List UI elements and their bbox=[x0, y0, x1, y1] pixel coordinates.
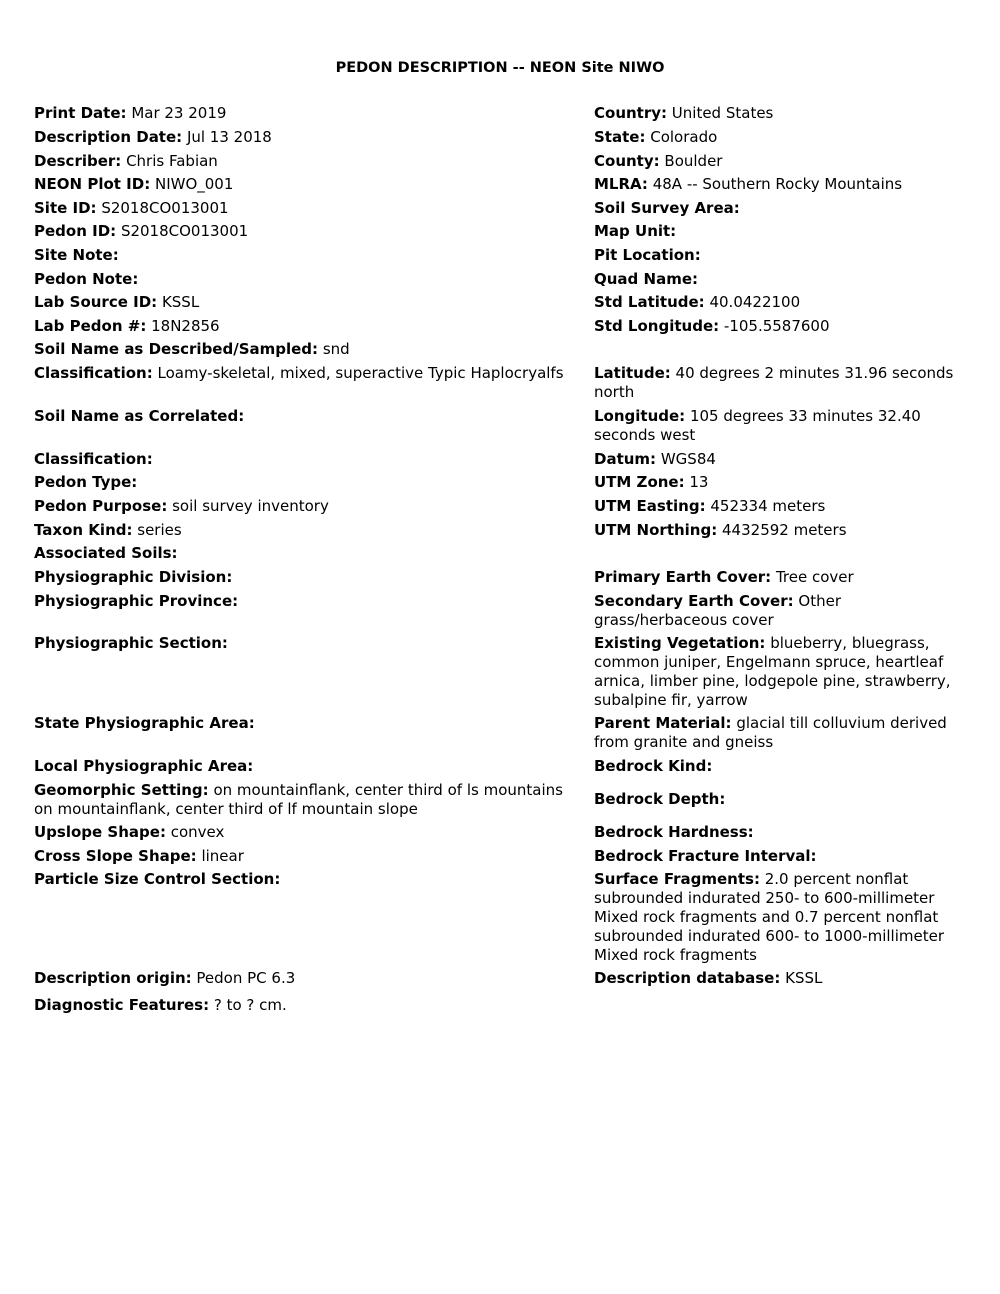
field-label: Classification: bbox=[34, 450, 153, 468]
field-value: snd bbox=[322, 340, 350, 358]
right-field-row bbox=[594, 969, 974, 988]
field-label: Description database: bbox=[594, 969, 781, 987]
field-value: Tree cover bbox=[775, 568, 854, 586]
field-value: glacial till colluvium derived from granite and gneiss bbox=[594, 714, 947, 751]
field-label: UTM Easting: bbox=[594, 497, 706, 515]
right-field-row bbox=[594, 714, 974, 752]
right-field-row bbox=[594, 364, 974, 402]
right-field-row bbox=[594, 473, 974, 492]
left-field-row bbox=[34, 407, 574, 426]
field-label: Physiographic Section: bbox=[34, 634, 228, 652]
right-field-row bbox=[594, 450, 974, 469]
field-value: Mar 23 2019 bbox=[131, 104, 227, 122]
left-field-row bbox=[34, 521, 574, 540]
field-value: 105 degrees 33 minutes 32.40 seconds west bbox=[594, 407, 921, 444]
field-label: Upslope Shape: bbox=[34, 823, 166, 841]
field-label: Quad Name: bbox=[594, 270, 698, 288]
field-label: Secondary Earth Cover: bbox=[594, 592, 794, 610]
field-label: UTM Zone: bbox=[594, 473, 685, 491]
right-field-row bbox=[594, 823, 974, 842]
field-label: Country: bbox=[594, 104, 668, 122]
field-value: Pedon PC 6.3 bbox=[196, 969, 296, 987]
field-label: Soil Name as Described/Sampled: bbox=[34, 340, 319, 358]
field-value: Loamy-skeletal, mixed, superactive Typic Haplocryalfs bbox=[157, 364, 564, 382]
right-field-row bbox=[594, 521, 974, 540]
field-label: Surface Fragments: bbox=[594, 870, 760, 888]
field-label: Description origin: bbox=[34, 969, 192, 987]
field-label: Site ID: bbox=[34, 199, 97, 217]
field-label: Bedrock Kind: bbox=[594, 757, 713, 775]
field-label: Classification: bbox=[34, 364, 153, 382]
left-field-row bbox=[34, 634, 574, 653]
right-field-row bbox=[594, 757, 974, 776]
field-label: Pedon ID: bbox=[34, 222, 117, 240]
right-field-row bbox=[594, 128, 974, 147]
left-field-row bbox=[34, 104, 574, 123]
field-value: 48A -- Southern Rocky Mountains bbox=[652, 175, 903, 193]
left-field-row bbox=[34, 714, 574, 733]
field-label: Print Date: bbox=[34, 104, 127, 122]
field-value: Chris Fabian bbox=[126, 152, 218, 170]
field-label: NEON Plot ID: bbox=[34, 175, 151, 193]
field-label: Pedon Note: bbox=[34, 270, 139, 288]
right-field-row bbox=[594, 317, 974, 336]
field-label: Taxon Kind: bbox=[34, 521, 133, 539]
field-label: Lab Source ID: bbox=[34, 293, 158, 311]
right-field-row bbox=[594, 199, 974, 218]
field-value: 4432592 meters bbox=[722, 521, 847, 539]
left-field-row bbox=[34, 246, 574, 265]
field-label: Pedon Type: bbox=[34, 473, 138, 491]
field-value: Boulder bbox=[664, 152, 723, 170]
field-label: Cross Slope Shape: bbox=[34, 847, 197, 865]
field-value: on mountainflank, center third of ls mountains on mountainflank, center third of lf mountain slope bbox=[34, 781, 563, 818]
left-field-row bbox=[34, 199, 574, 218]
right-field-row bbox=[594, 634, 974, 710]
field-value: 13 bbox=[689, 473, 709, 491]
left-field-row bbox=[34, 473, 574, 492]
field-label: Bedrock Fracture Interval: bbox=[594, 847, 817, 865]
left-field-row bbox=[34, 996, 574, 1015]
field-label: Soil Survey Area: bbox=[594, 199, 740, 217]
field-value: convex bbox=[170, 823, 225, 841]
left-field-row bbox=[34, 128, 574, 147]
left-field-row bbox=[34, 270, 574, 289]
field-label: Bedrock Hardness: bbox=[594, 823, 754, 841]
left-field-row bbox=[34, 568, 574, 587]
right-field-row bbox=[594, 246, 974, 265]
left-field-row bbox=[34, 969, 574, 988]
left-field-row bbox=[34, 450, 574, 469]
field-value: 40 degrees 2 minutes 31.96 seconds north bbox=[594, 364, 954, 401]
right-field-row bbox=[594, 152, 974, 171]
field-label: MLRA: bbox=[594, 175, 648, 193]
field-value: NIWO_001 bbox=[154, 175, 234, 193]
field-label: Local Physiographic Area: bbox=[34, 757, 254, 775]
field-label: Longitude: bbox=[594, 407, 686, 425]
left-field-row bbox=[34, 781, 574, 819]
field-label: Bedrock Depth: bbox=[594, 790, 726, 808]
field-value: United States bbox=[671, 104, 774, 122]
right-field-row bbox=[594, 870, 974, 965]
field-label: Particle Size Control Section: bbox=[34, 870, 281, 888]
field-value: ? to ? cm. bbox=[213, 996, 287, 1014]
left-field-row bbox=[34, 175, 574, 194]
right-field-row bbox=[594, 568, 974, 587]
left-field-row bbox=[34, 823, 574, 842]
field-label: Map Unit: bbox=[594, 222, 677, 240]
field-label: Parent Material: bbox=[594, 714, 732, 732]
right-field-row bbox=[594, 790, 974, 809]
field-label: Std Latitude: bbox=[594, 293, 705, 311]
field-label: County: bbox=[594, 152, 660, 170]
field-value: Jul 13 2018 bbox=[186, 128, 272, 146]
field-value: soil survey inventory bbox=[172, 497, 329, 515]
field-label: Physiographic Province: bbox=[34, 592, 239, 610]
left-field-row bbox=[34, 317, 574, 336]
field-value: KSSL bbox=[161, 293, 200, 311]
right-field-row bbox=[594, 407, 974, 445]
field-value: blueberry, bluegrass, common juniper, Engelmann spruce, heartleaf arnica, limber pine, lodgepole pine, strawberry, subalpine fir, yarrow bbox=[594, 634, 951, 709]
right-field-row bbox=[594, 293, 974, 312]
page-title: PEDON DESCRIPTION -- NEON Site NIWO bbox=[335, 60, 665, 76]
field-label: Associated Soils: bbox=[34, 544, 178, 562]
right-field-row bbox=[594, 104, 974, 123]
field-label: Std Longitude: bbox=[594, 317, 720, 335]
left-field-row bbox=[34, 222, 574, 241]
field-value: 452334 meters bbox=[710, 497, 826, 515]
field-value: 2.0 percent nonflat subrounded indurated 250- to 600-millimeter Mixed rock fragments and 0.7 percent nonflat subrounded indurated 600- to 1000-millimeter Mixed rock fragments bbox=[594, 870, 944, 964]
field-label: Diagnostic Features: bbox=[34, 996, 210, 1014]
field-label: Pedon Purpose: bbox=[34, 497, 168, 515]
left-field-row bbox=[34, 847, 574, 866]
field-label: Primary Earth Cover: bbox=[594, 568, 772, 586]
field-value: 40.0422100 bbox=[709, 293, 801, 311]
field-label: Site Note: bbox=[34, 246, 119, 264]
right-field-row bbox=[594, 222, 974, 241]
field-value: linear bbox=[201, 847, 244, 865]
left-field-row bbox=[34, 293, 574, 312]
field-label: Latitude: bbox=[594, 364, 671, 382]
field-value: Other grass/herbaceous cover bbox=[594, 592, 841, 629]
field-label: Soil Name as Correlated: bbox=[34, 407, 245, 425]
left-field-row bbox=[34, 152, 574, 171]
field-value: KSSL bbox=[785, 969, 823, 987]
field-value: -105.5587600 bbox=[723, 317, 830, 335]
field-label: UTM Northing: bbox=[594, 521, 718, 539]
left-field-row bbox=[34, 340, 574, 359]
field-value: 18N2856 bbox=[151, 317, 220, 335]
field-label: State: bbox=[594, 128, 646, 146]
field-label: Geomorphic Setting: bbox=[34, 781, 209, 799]
right-field-row bbox=[594, 592, 974, 630]
field-label: Lab Pedon #: bbox=[34, 317, 147, 335]
field-label: Pit Location: bbox=[594, 246, 701, 264]
right-field-row bbox=[594, 270, 974, 289]
field-label: Physiographic Division: bbox=[34, 568, 233, 586]
right-field-row bbox=[594, 175, 974, 194]
right-field-row bbox=[594, 497, 974, 516]
field-label: Describer: bbox=[34, 152, 122, 170]
left-field-row bbox=[34, 870, 574, 889]
field-label: Existing Vegetation: bbox=[594, 634, 766, 652]
field-value: series bbox=[137, 521, 182, 539]
left-field-row bbox=[34, 592, 574, 611]
field-label: State Physiographic Area: bbox=[34, 714, 255, 732]
left-field-row bbox=[34, 544, 574, 563]
right-field-row bbox=[594, 847, 974, 866]
field-value: S2018CO013001 bbox=[120, 222, 249, 240]
left-field-row bbox=[34, 497, 574, 516]
field-value: S2018CO013001 bbox=[101, 199, 229, 217]
field-label: Description Date: bbox=[34, 128, 183, 146]
field-value: Colorado bbox=[650, 128, 718, 146]
left-field-row bbox=[34, 364, 574, 383]
field-label: Datum: bbox=[594, 450, 657, 468]
field-value: WGS84 bbox=[660, 450, 716, 468]
left-field-row bbox=[34, 757, 574, 776]
